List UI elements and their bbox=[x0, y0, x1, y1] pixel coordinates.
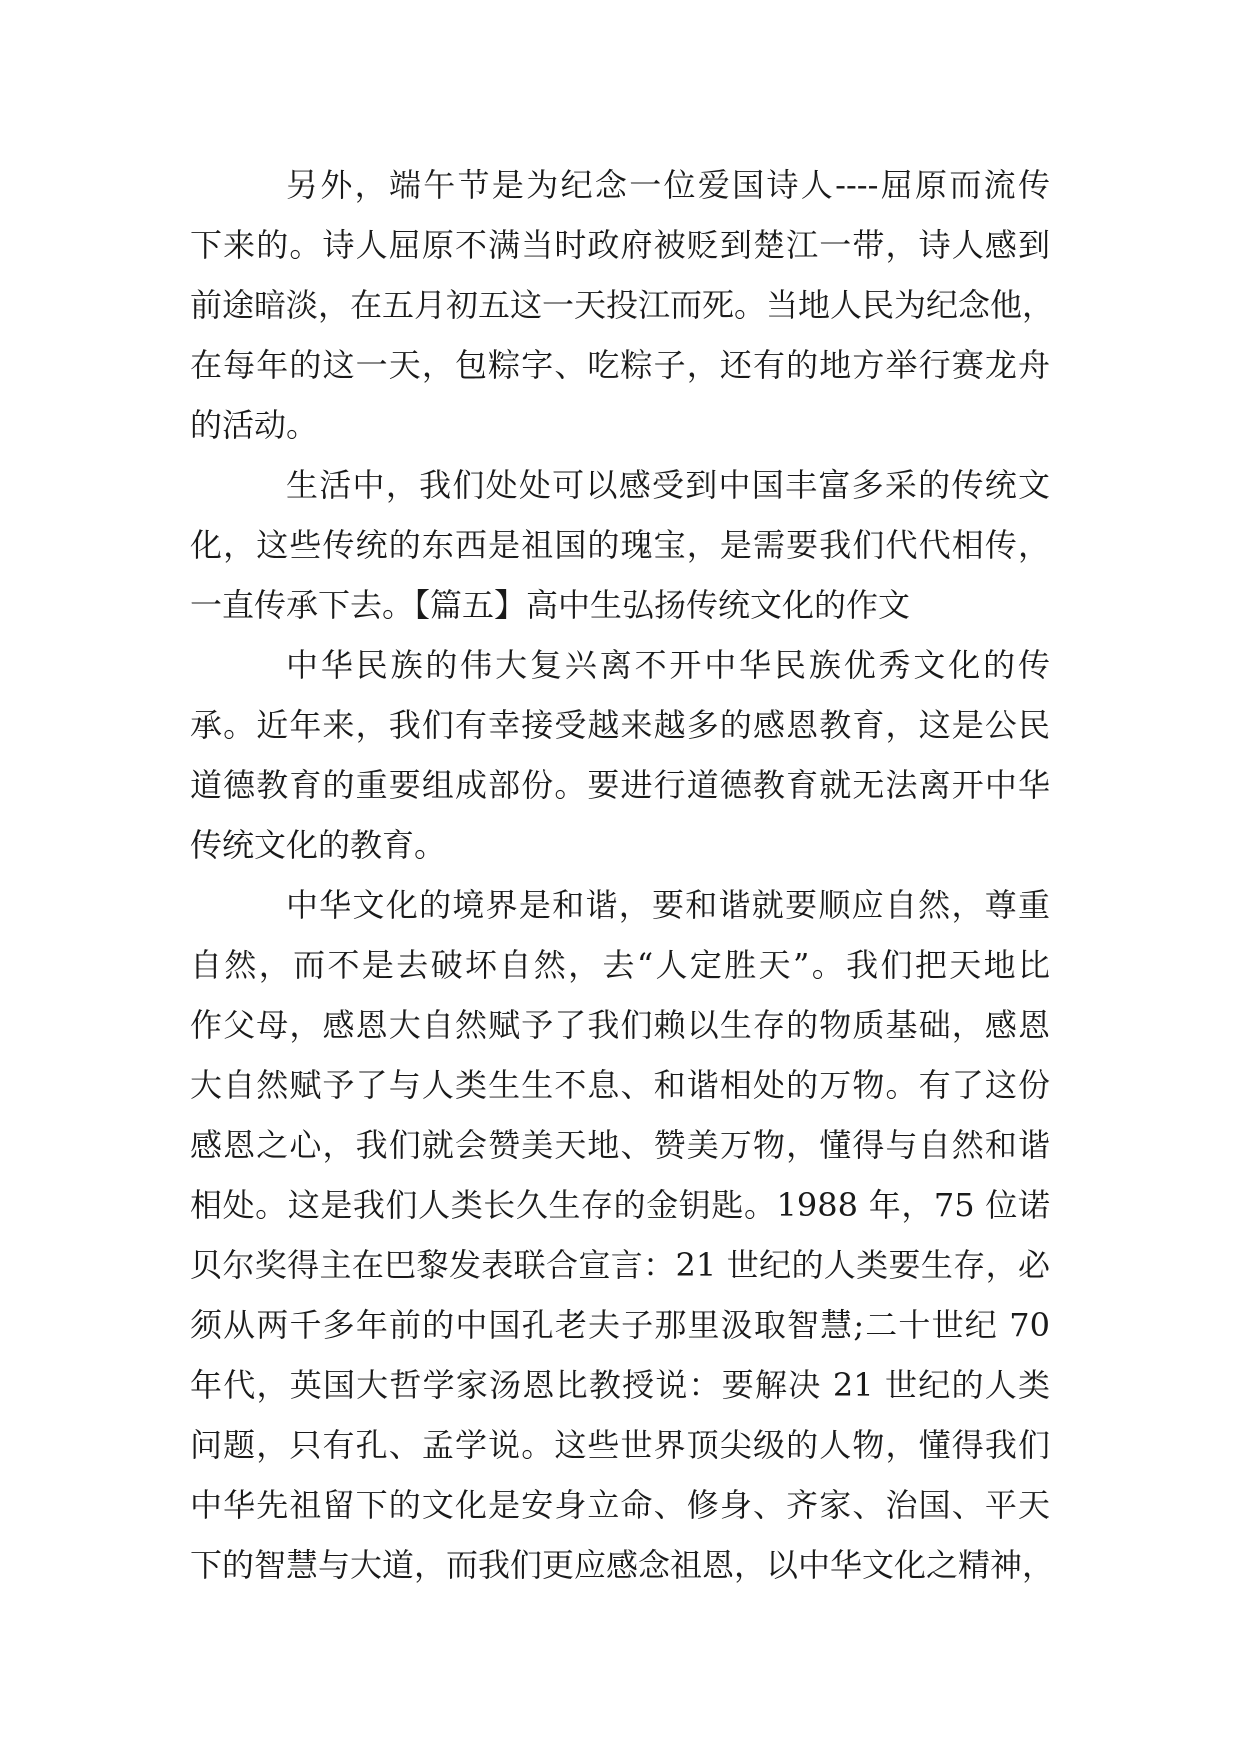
text-line: 中华先祖留下的文化是安身立命、修身、齐家、治国、平天 bbox=[190, 1486, 1050, 1524]
text-line: 大自然赋予了与人类生生不息、和谐相处的万物。有了这份 bbox=[190, 1066, 1050, 1104]
text-line: 化，这些传统的东西是祖国的瑰宝，是需要我们代代相传， bbox=[190, 526, 1050, 564]
text-line: 下的智慧与大道，而我们更应感念祖恩，以中华文化之精神， bbox=[190, 1546, 1055, 1584]
text-line: 作父母，感恩大自然赋予了我们赖以生存的物质基础，感恩 bbox=[190, 1006, 1050, 1044]
text-line: 自然，而不是去破坏自然，去“人定胜天”。我们把天地比 bbox=[190, 946, 1050, 984]
text-line: 相处。这是我们人类长久生存的金钥匙。1988 年，75 位诺 bbox=[190, 1186, 1050, 1224]
text-line: 承。近年来，我们有幸接受越来越多的感恩教育，这是公民 bbox=[190, 706, 1050, 744]
text-line: 传统文化的教育。 bbox=[190, 826, 447, 864]
text-line: 前途暗淡，在五月初五这一天投江而死。当地人民为纪念他， bbox=[190, 286, 1055, 324]
text-line: 下来的。诗人屈原不满当时政府被贬到楚江一带，诗人感到 bbox=[190, 226, 1050, 264]
text-line: 的活动。 bbox=[190, 406, 319, 444]
text-line: 须从两千多年前的中国孔老夫子那里汲取智慧;二十世纪 70 bbox=[190, 1306, 1050, 1344]
text-line: 贝尔奖得主在巴黎发表联合宣言：21 世纪的人类要生存，必 bbox=[190, 1246, 1050, 1284]
text-line: 问题，只有孔、孟学说。这些世界顶尖级的人物，懂得我们 bbox=[190, 1426, 1050, 1464]
text-line: 在每年的这一天，包粽字、吃粽子，还有的地方举行赛龙舟 bbox=[190, 346, 1050, 384]
text-line: 中华民族的伟大复兴离不开中华民族优秀文化的传 bbox=[286, 646, 1050, 684]
text-line: 年代，英国大哲学家汤恩比教授说：要解决 21 世纪的人类 bbox=[190, 1366, 1050, 1404]
text-line: 另外，端午节是为纪念一位爱国诗人----屈原而流传 bbox=[286, 166, 1050, 204]
text-line: 生活中，我们处处可以感受到中国丰富多采的传统文 bbox=[286, 466, 1050, 504]
text-line: 一直传承下去。【篇五】高中生弘扬传统文化的作文 bbox=[190, 586, 911, 624]
body-text bbox=[190, 155, 1055, 1595]
text-line: 感恩之心，我们就会赞美天地、赞美万物，懂得与自然和谐 bbox=[190, 1126, 1050, 1164]
text-line: 中华文化的境界是和谐，要和谐就要顺应自然，尊重 bbox=[286, 886, 1050, 924]
text-line: 道德教育的重要组成部份。要进行道德教育就无法离开中华 bbox=[190, 766, 1050, 804]
